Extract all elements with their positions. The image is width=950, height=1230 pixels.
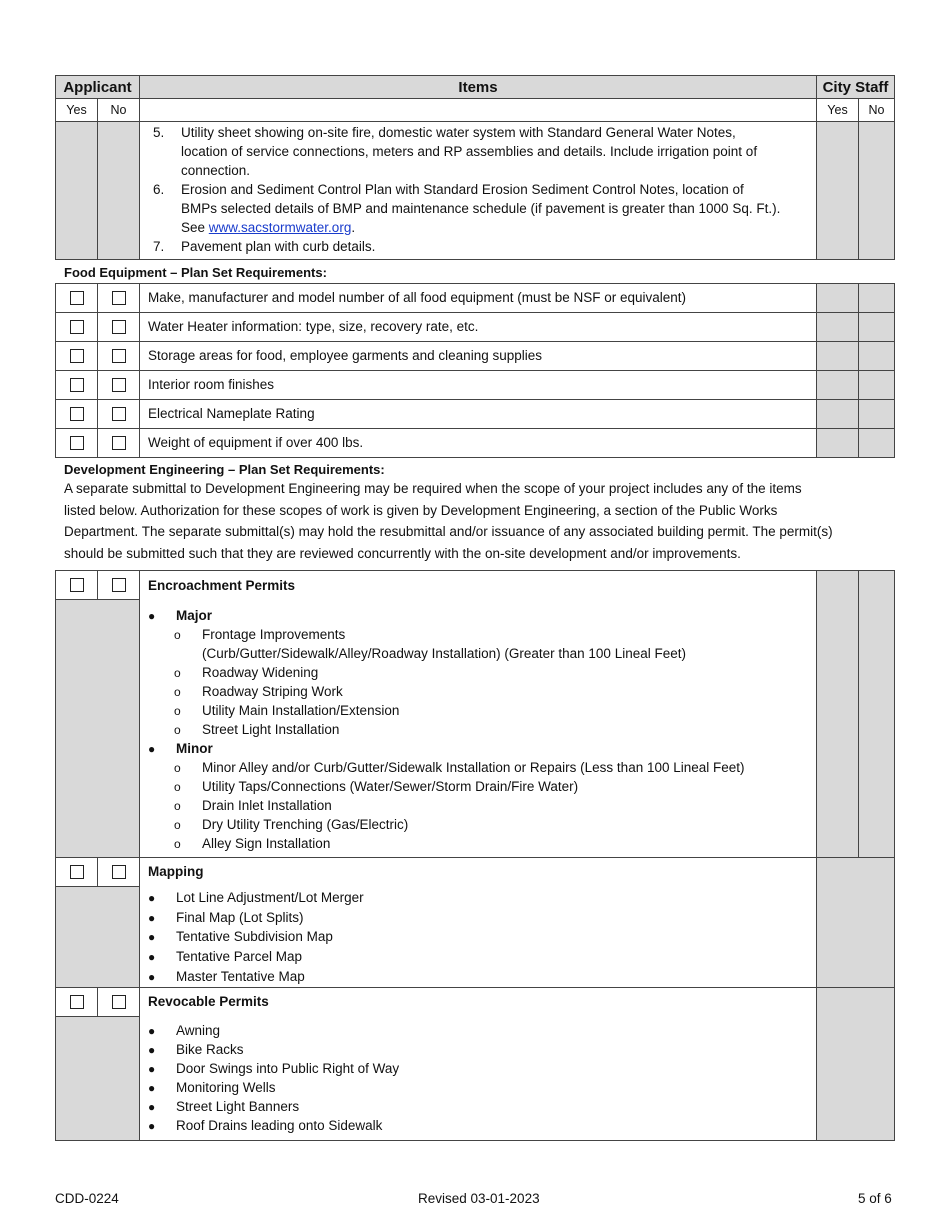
food-staff-yes: [816, 370, 859, 400]
mapping-yes-cell: [55, 857, 98, 887]
mapping-staff-cell: [816, 857, 895, 988]
staff-yes-header: Yes: [816, 98, 859, 122]
food-staff-no: [858, 283, 895, 313]
mapping-no-cell: [97, 857, 140, 887]
food-row-text: Storage areas for food, employee garments and cleaning supplies: [148, 348, 542, 363]
food-no-cell: [97, 341, 140, 371]
footer-page-number: 5 of 6: [858, 1191, 892, 1206]
sub-bullet: o: [174, 761, 181, 775]
footer-form-id: CDD-0224: [55, 1191, 119, 1206]
item-text: Pavement plan with curb details.: [181, 239, 376, 254]
encroachment-yes-checkbox[interactable]: [70, 578, 84, 592]
city-staff-header: City Staff: [816, 75, 895, 99]
mapping-applicant-filler: [55, 886, 140, 988]
food-row: [139, 312, 817, 342]
major-item: Frontage Improvements: [202, 627, 346, 642]
dev-paragraph-line: A separate submittal to Development Engineering may be required when the scope of your project includes any of the items: [64, 481, 802, 496]
food-row: [139, 283, 817, 313]
applicant-no-cell: [97, 121, 140, 260]
sub-bullet: o: [174, 704, 181, 718]
food-no-checkbox[interactable]: [112, 378, 126, 392]
bullet: ●: [148, 1119, 156, 1133]
mapping-item: Final Map (Lot Splits): [176, 910, 304, 925]
food-row: [139, 399, 817, 429]
revocable-item: Door Swings into Public Right of Way: [176, 1061, 400, 1076]
revocable-no-cell: [97, 987, 140, 1017]
food-yes-cell: [55, 428, 98, 458]
sub-bullet: o: [174, 628, 181, 642]
applicant-header: Applicant: [55, 75, 140, 99]
mapping-no-checkbox[interactable]: [112, 865, 126, 879]
bullet: ●: [148, 970, 156, 984]
revocable-yes-checkbox[interactable]: [70, 995, 84, 1009]
food-row-text: Weight of equipment if over 400 lbs.: [148, 435, 364, 450]
items-header: Items: [139, 75, 817, 99]
sub-bullet: o: [174, 799, 181, 813]
mapping-item: Tentative Parcel Map: [176, 949, 303, 964]
bullet: ●: [148, 950, 156, 964]
staff-no-cell: [858, 121, 895, 260]
item-number: 5.: [153, 125, 165, 140]
mapping-item: Lot Line Adjustment/Lot Merger: [176, 890, 364, 905]
minor-label: Minor: [176, 741, 213, 756]
food-row-text: Interior room finishes: [148, 377, 275, 392]
mapping-item: Master Tentative Map: [176, 969, 305, 984]
food-staff-yes: [816, 428, 859, 458]
dev-section-title: Development Engineering – Plan Set Requirements:: [64, 462, 385, 477]
revocable-item: Monitoring Wells: [176, 1080, 276, 1095]
dev-paragraph-line: should be submitted such that they are reviewed concurrently with the on-site development and/or improvements.: [64, 546, 741, 561]
food-no-checkbox[interactable]: [112, 320, 126, 334]
revocable-applicant-filler: [55, 1016, 140, 1141]
sub-bullet: o: [174, 780, 181, 794]
minor-item: Drain Inlet Installation: [202, 798, 332, 813]
item-text: See www.sacstormwater.org.: [181, 220, 356, 235]
food-no-cell: [97, 399, 140, 429]
dev-paragraph-line: listed below. Authorization for these scopes of work is given by Development Engineering, a section of the Public Works: [64, 503, 778, 518]
mapping-title: Mapping: [148, 864, 204, 879]
minor-item: Minor Alley and/or Curb/Gutter/Sidewalk Installation or Repairs (Less than 100 Lineal Feet): [202, 760, 745, 775]
revocable-items-cell: [139, 987, 817, 1141]
food-yes-cell: [55, 341, 98, 371]
food-no-checkbox[interactable]: [112, 349, 126, 363]
food-yes-cell: [55, 283, 98, 313]
utility-items-cell: [139, 121, 817, 260]
bullet: ●: [148, 1100, 156, 1114]
food-yes-checkbox[interactable]: [70, 320, 84, 334]
food-yes-checkbox[interactable]: [70, 436, 84, 450]
bullet: ●: [148, 1024, 156, 1038]
food-no-checkbox[interactable]: [112, 436, 126, 450]
revocable-item: Roof Drains leading onto Sidewalk: [176, 1118, 383, 1133]
food-no-checkbox[interactable]: [112, 291, 126, 305]
food-row: [139, 370, 817, 400]
minor-item: Dry Utility Trenching (Gas/Electric): [202, 817, 409, 832]
major-item: Street Light Installation: [202, 722, 340, 737]
bullet: ●: [148, 609, 156, 623]
food-row-text: Make, manufacturer and model number of all food equipment (must be NSF or equivalent): [148, 290, 687, 305]
food-no-cell: [97, 283, 140, 313]
major-item: Roadway Widening: [202, 665, 319, 680]
item-number: 7.: [153, 239, 165, 254]
food-staff-no: [858, 312, 895, 342]
sub-bullet: o: [174, 685, 181, 699]
revocable-no-checkbox[interactable]: [112, 995, 126, 1009]
food-no-cell: [97, 370, 140, 400]
food-staff-no: [858, 370, 895, 400]
revocable-title: Revocable Permits: [148, 994, 269, 1009]
food-staff-yes: [816, 312, 859, 342]
food-staff-yes: [816, 399, 859, 429]
revocable-item: Bike Racks: [176, 1042, 244, 1057]
sub-bullet: o: [174, 837, 181, 851]
bullet: ●: [148, 1062, 156, 1076]
revocable-yes-cell: [55, 987, 98, 1017]
food-row: [139, 428, 817, 458]
item-number: 6.: [153, 182, 165, 197]
food-yes-checkbox[interactable]: [70, 378, 84, 392]
sub-bullet: o: [174, 666, 181, 680]
bullet: ●: [148, 891, 156, 905]
minor-item: Utility Taps/Connections (Water/Sewer/Storm Drain/Fire Water): [202, 779, 579, 794]
sub-bullet: o: [174, 723, 181, 737]
sub-bullet: o: [174, 818, 181, 832]
revocable-item: Street Light Banners: [176, 1099, 300, 1114]
bullet: ●: [148, 742, 156, 756]
sacstormwater-link[interactable]: www.sacstormwater.org: [208, 220, 352, 235]
applicant-no-header: No: [97, 98, 140, 122]
encroachment-items-cell: [139, 570, 817, 858]
food-yes-cell: [55, 312, 98, 342]
bullet: ●: [148, 911, 156, 925]
revocable-staff-cell: [816, 987, 895, 1141]
dev-paragraph-line: Department. The separate submittal(s) may hold the resubmittal and/or issuance of any associated building permit. The permit(s): [64, 524, 833, 539]
food-staff-yes: [816, 283, 859, 313]
food-row-text: Water Heater information: type, size, recovery rate, etc.: [148, 319, 479, 334]
food-staff-no: [858, 399, 895, 429]
bullet: ●: [148, 930, 156, 944]
encroachment-yes-cell: [55, 570, 98, 600]
footer-revised: Revised 03-01-2023: [418, 1191, 540, 1206]
food-no-cell: [97, 428, 140, 458]
food-staff-no: [858, 428, 895, 458]
bullet: ●: [148, 1043, 156, 1057]
food-yes-checkbox[interactable]: [70, 407, 84, 421]
items-subheader: [139, 98, 817, 122]
food-yes-cell: [55, 399, 98, 429]
food-yes-checkbox[interactable]: [70, 291, 84, 305]
food-staff-yes: [816, 341, 859, 371]
item-text: Erosion and Sediment Control Plan with Standard Erosion Sediment Control Notes, location of: [181, 182, 744, 197]
minor-item: Alley Sign Installation: [202, 836, 331, 851]
encroachment-no-cell: [97, 570, 140, 600]
encroachment-title: Encroachment Permits: [148, 578, 296, 593]
bullet: ●: [148, 1081, 156, 1095]
encroachment-no-checkbox[interactable]: [112, 578, 126, 592]
food-no-cell: [97, 312, 140, 342]
major-label: Major: [176, 608, 213, 623]
food-row: [139, 341, 817, 371]
item-text: Utility sheet showing on-site fire, domestic water system with Standard General Water Notes,: [181, 125, 736, 140]
food-yes-cell: [55, 370, 98, 400]
mapping-items-cell: [139, 857, 817, 988]
encroachment-staff-yes: [816, 570, 859, 858]
staff-yes-cell: [816, 121, 859, 260]
food-staff-no: [858, 341, 895, 371]
food-no-checkbox[interactable]: [112, 407, 126, 421]
staff-no-header: No: [858, 98, 895, 122]
encroachment-staff-no: [858, 570, 895, 858]
item-text: location of service connections, meters and RP assemblies and details. Include irrigation point of: [181, 144, 758, 159]
major-item: (Curb/Gutter/Sidewalk/Alley/Roadway Installation) (Greater than 100 Lineal Feet): [202, 646, 686, 661]
revocable-item: Awning: [176, 1023, 221, 1038]
item-text: connection.: [181, 163, 251, 178]
major-item: Utility Main Installation/Extension: [202, 703, 400, 718]
applicant-yes-header: Yes: [55, 98, 98, 122]
food-yes-checkbox[interactable]: [70, 349, 84, 363]
mapping-yes-checkbox[interactable]: [70, 865, 84, 879]
food-section-title: Food Equipment – Plan Set Requirements:: [64, 265, 327, 280]
major-item: Roadway Striping Work: [202, 684, 343, 699]
encroachment-applicant-filler: [55, 599, 140, 858]
mapping-item: Tentative Subdivision Map: [176, 929, 333, 944]
item-text: BMPs selected details of BMP and maintenance schedule (if pavement is greater than 1000 Sq. Ft.).: [181, 201, 781, 216]
applicant-yes-cell: [55, 121, 98, 260]
food-row-text: Electrical Nameplate Rating: [148, 406, 315, 421]
